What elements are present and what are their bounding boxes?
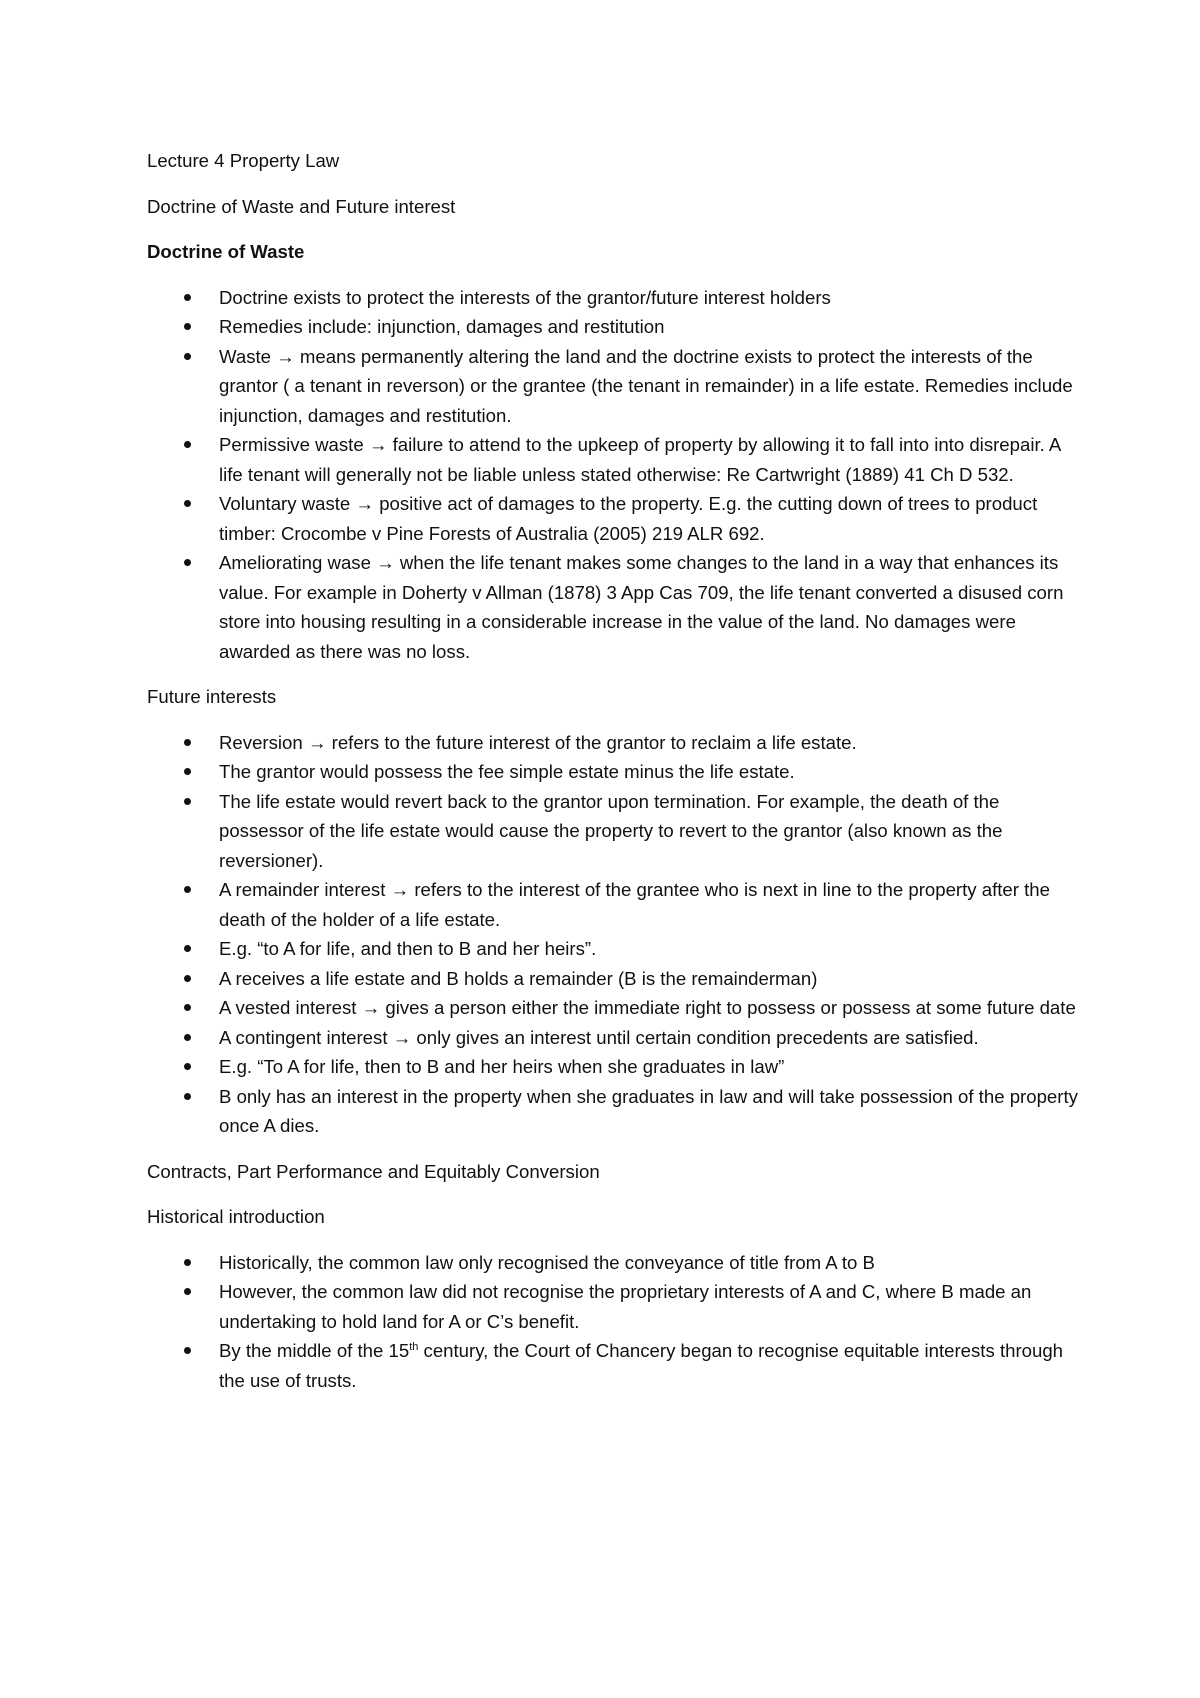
list-item: Reversion → refers to the future interest of the grantor to reclaim a life estate. <box>147 728 1080 758</box>
list-item: A remainder interest → refers to the interest of the grantee who is next in line to the property after the death of the holder of a life estate. <box>147 875 1080 934</box>
bullet-icon <box>184 1288 191 1295</box>
bullet-icon <box>184 1093 191 1100</box>
list-item: Remedies include: injunction, damages and restitution <box>147 312 1080 342</box>
list-item: E.g. “to A for life, and then to B and her heirs”. <box>147 934 1080 964</box>
list-item: Historically, the common law only recognised the conveyance of title from A to B <box>147 1248 1080 1278</box>
bullet-icon <box>184 945 191 952</box>
heading-historical-introduction: Historical introduction <box>147 1206 325 1227</box>
list-item: Doctrine exists to protect the interests of the grantor/future interest holders <box>147 283 1080 313</box>
heading-future-interests: Future interests <box>147 686 277 707</box>
list-item: The grantor would possess the fee simple estate minus the life estate. <box>147 757 1080 787</box>
document-title: Lecture 4 Property Law <box>147 150 340 171</box>
bullet-icon <box>184 1063 191 1070</box>
bullet-icon <box>184 798 191 805</box>
bullet-icon <box>184 500 191 507</box>
superscript-ordinal: th <box>409 1340 419 1353</box>
future-interests-bullet-list <box>147 728 1080 1141</box>
list-item: A receives a life estate and B holds a remainder (B is the remainderman) <box>147 964 1080 994</box>
bullet-icon <box>184 559 191 566</box>
list-item: Waste → means permanently altering the land and the doctrine exists to protect the interests of the grantor ( a tenant in reverson) or the grantee (the tenant in remainder) in a life estate. Remedies include injunction, damages and restitution. <box>147 342 1080 431</box>
list-item: By the middle of the 15th century, the Court of Chancery began to recognise equitable interests through the use of trusts. <box>147 1336 1080 1395</box>
bullet-icon <box>184 294 191 301</box>
list-item: The life estate would revert back to the grantor upon termination. For example, the death of the possessor of the life estate would cause the property to revert to the grantor (also known as the reversioner). <box>147 787 1080 876</box>
list-item: E.g. “To A for life, then to B and her heirs when she graduates in law” <box>147 1052 1080 1082</box>
list-item: Ameliorating wase → when the life tenant makes some changes to the land in a way that enhances its value. For example in Doherty v Allman (1878) 3 App Cas 709, the life tenant converted a disused corn store into housing resulting in a considerable increase in the value of the land. No damages were awarded as there was no loss. <box>147 548 1080 666</box>
heading-contracts: Contracts, Part Performance and Equitably Conversion <box>147 1160 600 1182</box>
list-item: B only has an interest in the property when she graduates in law and will take possession of the property once A dies. <box>147 1082 1080 1141</box>
list-item: A vested interest → gives a person either the immediate right to possess or possess at some future date <box>147 993 1080 1023</box>
bullet-icon <box>184 1004 191 1011</box>
bullet-icon <box>184 1259 191 1266</box>
heading-doctrine-of-waste: Doctrine of Waste <box>147 241 305 262</box>
waste-bullet-list <box>147 283 1080 667</box>
bullet-icon <box>184 353 191 360</box>
bullet-icon <box>184 739 191 746</box>
list-item: A contingent interest → only gives an interest until certain condition precedents are satisfied. <box>147 1023 1080 1053</box>
bullet-icon <box>184 1347 191 1354</box>
bullet-icon <box>184 1034 191 1041</box>
bullet-icon <box>184 886 191 893</box>
document-subtitle: Doctrine of Waste and Future interest <box>147 195 456 217</box>
bullet-icon <box>184 323 191 330</box>
bullet-icon <box>184 975 191 982</box>
bullet-icon <box>184 768 191 775</box>
list-item: However, the common law did not recognise the proprietary interests of A and C, where B made an undertaking to hold land for A or C’s benefit. <box>147 1277 1080 1336</box>
bullet-icon <box>184 441 191 448</box>
list-item: Voluntary waste → positive act of damages to the property. E.g. the cutting down of trees to product timber: Crocombe v Pine Forests of Australia (2005) 219 ALR 692. <box>147 489 1080 548</box>
list-item: Permissive waste → failure to attend to the upkeep of property by allowing it to fall into into disrepair. A life tenant will generally not be liable unless stated otherwise: Re Cartwright (1889) 41 Ch D 532. <box>147 430 1080 489</box>
history-bullet-list <box>147 1248 1080 1396</box>
